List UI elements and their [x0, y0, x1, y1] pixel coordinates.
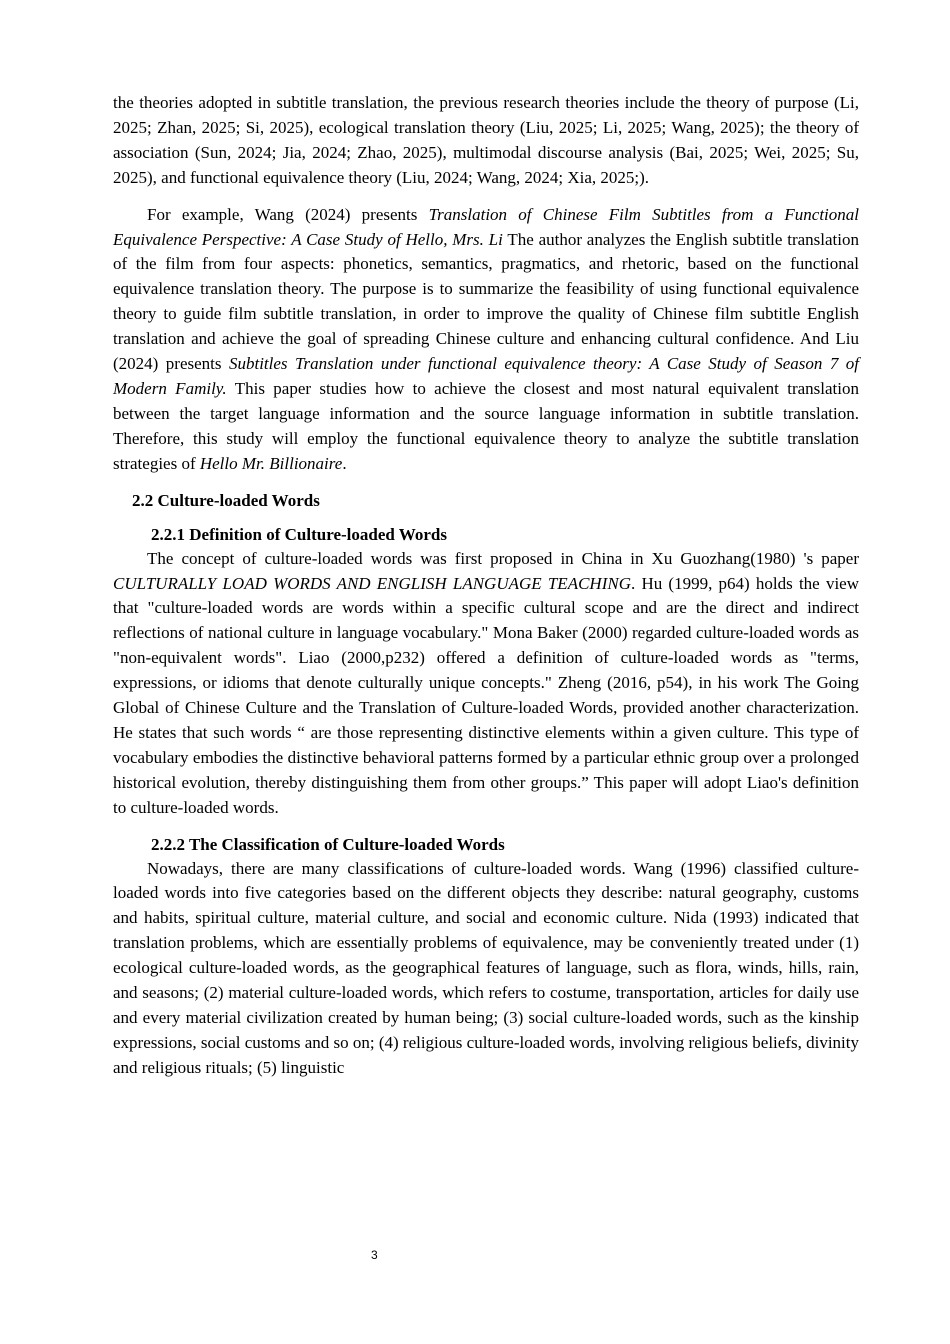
paragraph-definition: [113, 547, 859, 821]
section-2-2-1: [113, 523, 859, 821]
document-body: [113, 91, 859, 1081]
paragraph-text: This paper studies how to achieve the closest and most natural equivalent translation between the target language information and the source language information in subtitle translation. Therefore, this study will employ the functional equivalence theory to analyze the subtitle translation strategies of: [113, 378, 859, 473]
film-title: Hello Mr. Billionaire: [199, 453, 343, 473]
paragraph-theories: the theories adopted in subtitle translation, the previous research theories include the theory of purpose (Li, 2025; Zhan, 2025; Si, 2025), ecological translation theory (Liu, 2025; Li, 2025; Wang, 2025); the theory of association (Sun, 2024; Jia, 2024; Zhao, 2025), multimodal discourse analysis (Bai, 2025; Wei, 2025; Su, 2025), and functional equivalence theory (Liu, 2024; Wang, 2024; Xia, 2025;).: [113, 93, 859, 187]
paragraph-examples: [113, 203, 859, 477]
page-number: 3: [371, 1248, 378, 1262]
section-heading-2-2-2: 2.2.2 The Classification of Culture-loaded Words: [151, 834, 505, 854]
paragraph-text: .: [342, 453, 347, 473]
section-heading-2-2-1: 2.2.1 Definition of Culture-loaded Words: [151, 524, 447, 544]
paragraph-text: For example, Wang (2024) presents: [147, 204, 429, 224]
section-heading-2-2: 2.2 Culture-loaded Words: [132, 490, 320, 510]
paragraph-text: . Hu (1999, p64) holds the view that "culture-loaded words are words within a specific cultural scope and are the direct and indirect reflections of national culture in language vocabulary." Mona Baker (2000) regarded culture-loaded words as "non-equivalent words". Liao (2000,p232) offered a definition of culture-loaded words as "terms, expressions, or idioms that denote culturally unique concepts." Zheng (2016, p54), in his work The Going Global of Chinese Culture and the Translation of Culture-loaded Words, provided another characterization. He states that such words “ are those representing distinctive elements within a given culture. This type of vocabulary embodies the distinctive behavioral patterns formed by a particular ethnic group over a prolonged historical evolution, thereby distinguishing them from other groups.” This paper will adopt Liao's definition to culture-loaded words.: [113, 573, 859, 817]
paragraph-text: The concept of culture-loaded words was first proposed in China in Xu Guozhang(1980) 's paper: [147, 548, 859, 568]
paragraph-text: The author analyzes the English subtitle translation of the film from four aspects: phonetics, semantics, pragmatics, and rhetoric, based on the functional equivalence translation theory. The purpose is to summarize the feasibility of using functional equivalence theory to guide film subtitle translation, in order to improve the quality of Chinese film subtitle English translation and achieve the goal of spreading Chinese culture and enhancing cultural confidence. And Liu (2024) presents: [113, 229, 859, 374]
section-2-2-2: [113, 833, 859, 1081]
paper-title: CULTURALLY LOAD WORDS AND ENGLISH LANGUAGE TEACHING: [113, 573, 631, 593]
paragraph-classification: Nowadays, there are many classifications of culture-loaded words. Wang (1996) classified culture-loaded words into five categories based on the different objects they describe: natural geography, customs and habits, spiritual culture, material culture, and social and economic culture. Nida (1993) indicated that translation problems, which are essentially problems of equivalence, may be conveniently treated under (1) ecological culture-loaded words, as the geographical features of language, such as flora, winds, hills, rain, and seasons; (2) material culture-loaded words, which refers to costume, transportation, articles for daily use and every material civilization created by human being; (3) social culture-loaded words, such as the kinship expressions, social customs and so on; (4) religious culture-loaded words, involving religious beliefs, divinity and religious rituals; (5) linguistic: [113, 858, 859, 1077]
work-title: Translation of Chinese Film Subtitles from a Functional Equivalence Perspective: A Case Study of Hello, Mrs. Li: [113, 204, 859, 249]
work-title: Subtitles Translation under functional equivalence theory: A Case Study of Season 7 of Modern Family.: [113, 354, 860, 398]
